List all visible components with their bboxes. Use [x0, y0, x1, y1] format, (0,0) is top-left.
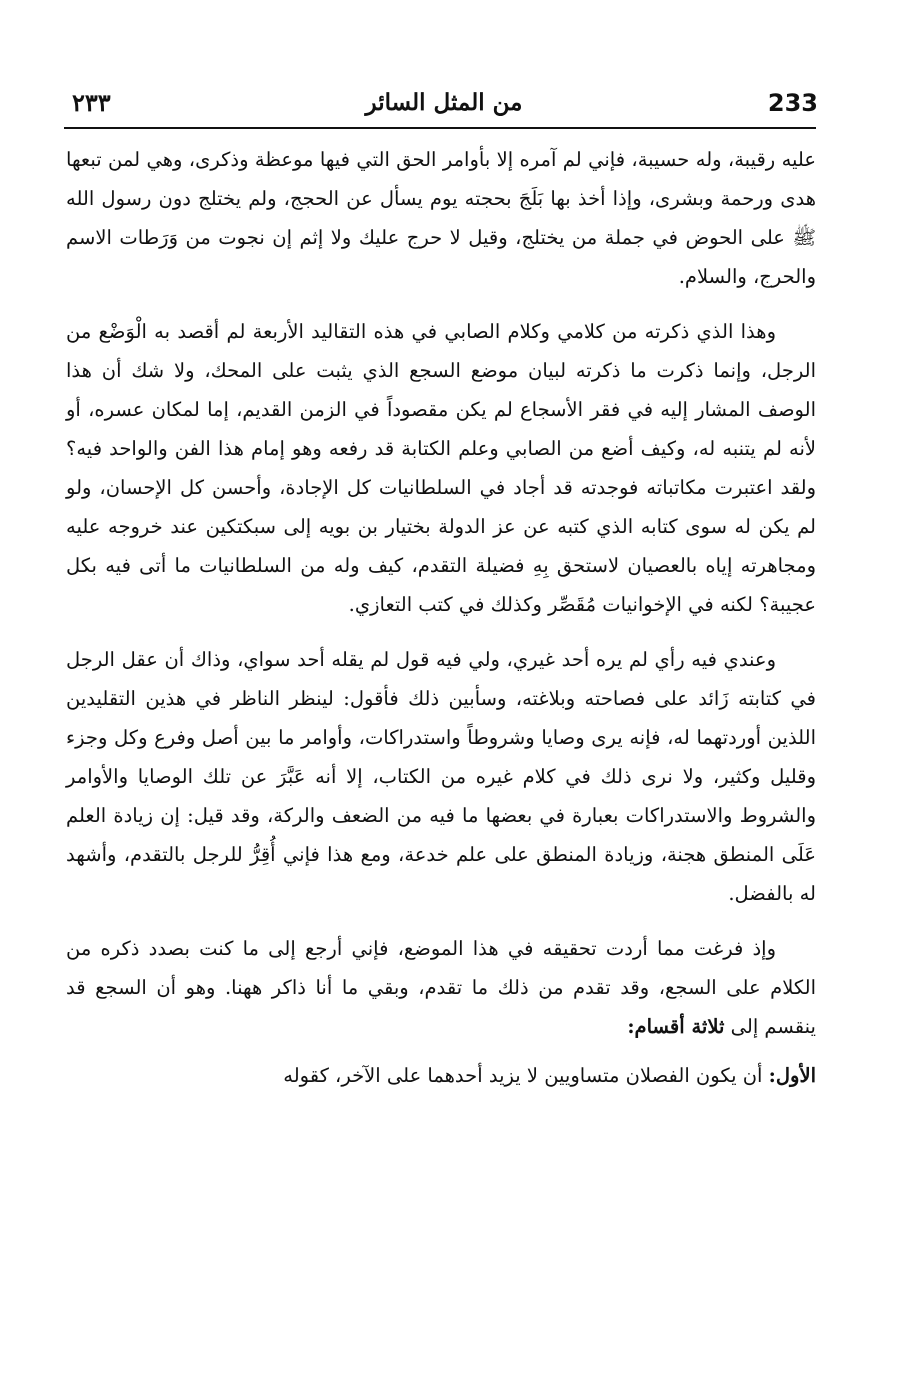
list-item-first [66, 1056, 816, 1095]
page-body [66, 140, 816, 1095]
paragraph-continuation: عليه رقيبة، وله حسيبة، فإني لم آمره إلا بأوامر الحق التي فيها موعظة وذكرى، وهي لمن تبعها هدى ورحمة وبشرى، وإذا أخذ بها بَلَجَ بحجته يوم يسأل عن الحجج، ولم يختلج دون رسول الله ﷺ على الحوض في جملة من يختلج، وقيل لا حرج عليك ولا إثم إن نجوت من وَرَطات الاسم والحرج، والسلام. [66, 148, 816, 288]
page-number-arabic: ٢٣٣ [72, 88, 111, 117]
list-item-lead: الأول: [768, 1064, 816, 1087]
paragraph: وهذا الذي ذكرته من كلامي وكلام الصابي في هذه التقاليد الأربعة لم أقصد به الْوَضْع من الرجل، وإنما ذكرت ما ذكرته لبيان موضع السجع الذي يثبت على المحك، ولا شك أن هذا الوصف المشار إليه في فقر الأسجاع لم يكن مقصوداً في الزمن القديم، إما لمكان عسره، أو لأنه لم يتنبه له، وكيف أضع من الصابي وعلم الكتابة قد رفعه وهو إمام هذا الفن والواحد فيه؟ ولقد اعتبرت مكاتباته فوجدته قد أجاد في السلطانيات كل الإجادة، وأحسن كل الإحسان، ولو لم يكن له سوى كتابه الذي كتبه عن عز الدولة بختيار بن بويه إلى سبكتكين عند خروجه عليه ومجاهرته إياه بالعصيان لاستحق بِهِ فضيلة التقدم، كيف وله من السلطانيات ما أتى فيه بكل عجيبة؟ لكنه في الإخوانيات مُقَصِّر وكذلك في كتب التعازي. [66, 320, 816, 616]
paragraph: وعندي فيه رأي لم يره أحد غيري، ولي فيه قول لم يقله أحد سواي، وذاك أن عقل الرجل في كتابته زَائد على فصاحته وبلاغته، وسأبين ذلك فأقول: لينظر الناظر في هذين التقليدين اللذين أوردتهما له، فإنه يرى وصايا وشروطاً واستدراكات، وأوامر ما بين أصل وفرع وكل وجزء وقليل وكثير، ولا نرى ذلك في كلام غيره من الكتاب، إلا أنه عَبَّرَ عن تلك الوصايا والأوامر والشروط والاستدراكات بعبارة في بعضها ما فيه من الضعف والركة، وقد قيل: إن زيادة العلم عَلَى المنطق هجنة، وزيادة المنطق على علم خدعة، ومع هذا فإني أُقِرُّ للرجل بالتقدم، وأشهد له بالفضل. [66, 648, 816, 905]
paragraph-text: وإذ فرغت مما أردت تحقيقه في هذا الموضع، فإني أرجع إلى ما كنت بصدد ذكره من الكلام على السجع، وقد تقدم من ذلك ما تقدم، وبقي ما أنا ذاكر ههنا. وهو أن السجع قد ينقسم إلى [66, 937, 816, 1038]
list-item-text: أن يكون الفصلان متساويين لا يزيد أحدهما على الآخر، كقوله [283, 1064, 763, 1087]
page-header [64, 86, 824, 126]
page-number-latin: 233 [767, 89, 818, 117]
running-title: من المثل السائر [365, 89, 523, 116]
paragraph [66, 929, 816, 1046]
header-rule [64, 127, 816, 129]
paragraph-bold-tail: ثلاثة أقسام: [627, 1015, 725, 1038]
